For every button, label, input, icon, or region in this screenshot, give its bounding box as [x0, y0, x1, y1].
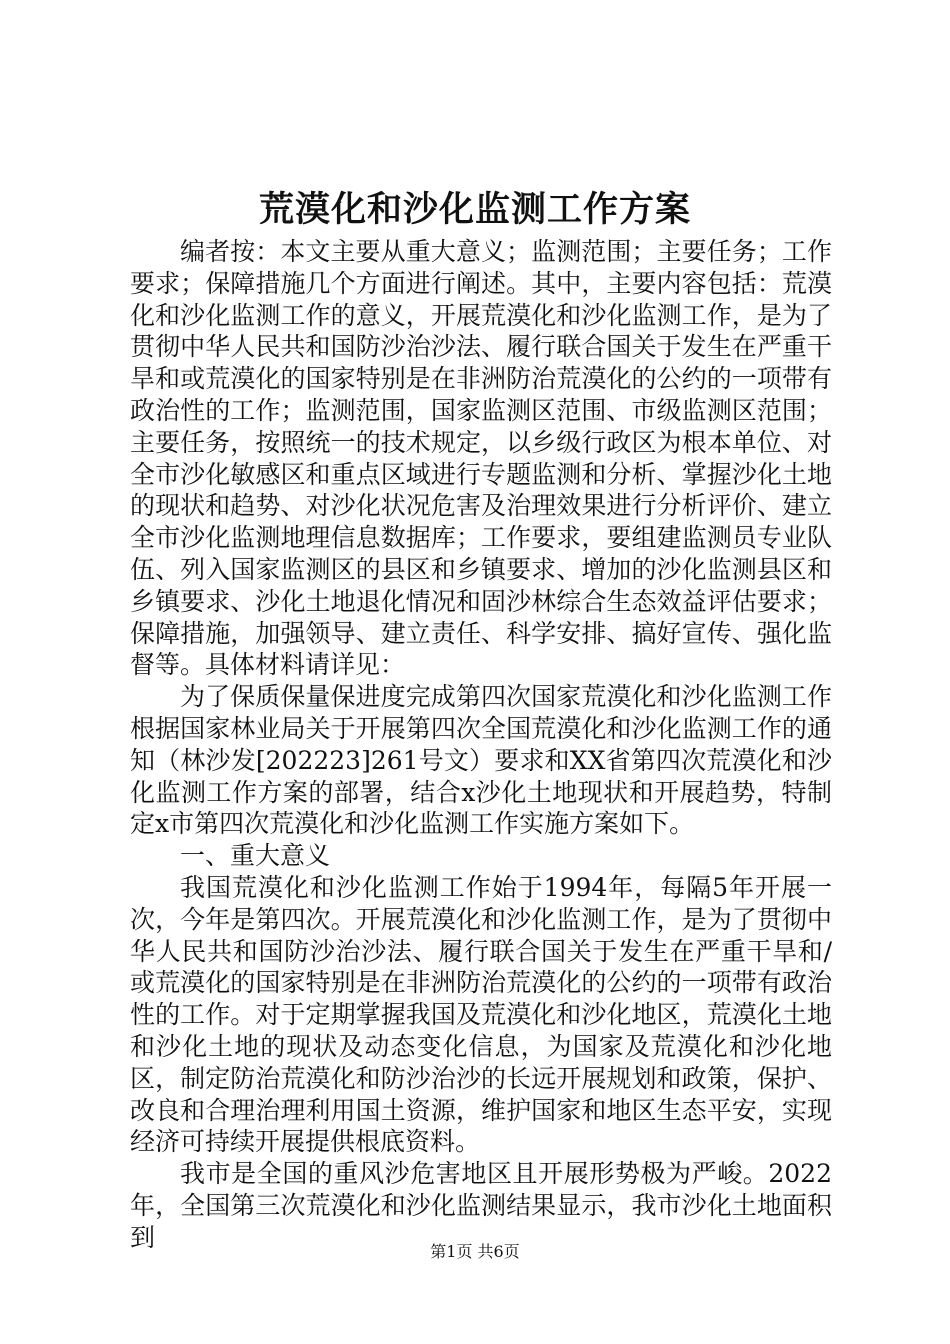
document-body: [130, 236, 832, 1254]
situation-paragraph: 我市是全国的重风沙危害地区且开展形势极为严峻。2022年，全国第三次荒漠化和沙化监测结果显示，我市沙化土地面积到: [130, 1159, 832, 1252]
editor-note-paragraph: 编者按：本文主要从重大意义；监测范围；主要任务；工作要求；保障措施几个方面进行阐述。其中，主要内容包括：荒漠化和沙化监测工作的意义，开展荒漠化和沙化监测工作，是为了贯彻中华人民共和国防沙治沙法、履行联合国关于发生在严重干旱和或荒漠化的国家特别是在非洲防治荒漠化的公约的一项带有政治性的工作；监测范围，国家监测区范围、市级监测区范围；主要任务，按照统一的技术规定，以乡级行政区为根本单位、对全市沙化敏感区和重点区域进行专题监测和分析、掌握沙化土地的现状和趋势、对沙化状况危害及治理效果进行分析评价、建立全市沙化监测地理信息数据库；工作要求，要组建监测员专业队伍、列入国家监测区的县区和乡镇要求、增加的沙化监测县区和乡镇要求、沙化土地退化情况和固沙林综合生态效益评估要求；保障措施，加强领导、建立责任、科学安排、搞好宣传、强化监督等。具体材料请详见：: [130, 237, 832, 680]
section-heading: 一、重大意义: [180, 841, 331, 871]
significance-paragraph: 我国荒漠化和沙化监测工作始于1994年，每隔5年开展一次，今年是第四次。开展荒漠化和沙化监测工作，是为了贯彻中华人民共和国防沙治沙法、履行联合国关于发生在严重干旱和/或荒漠化的国家特别是在非洲防治荒漠化的公约的一项带有政治性的工作。对于定期掌握我国及荒漠化和沙化地区，荒漠化土地和沙化土地的现状及动态变化信息，为国家及荒漠化和沙化地区，制定防治荒漠化和防沙治沙的长远开展规划和政策，保护、改良和合理治理利用国土资源，维护国家和地区生态平安，实现经济可持续开展提供根底资料。: [130, 872, 832, 1157]
page-number-footer: 第1页 共6页: [430, 1242, 520, 1261]
document-title: 荒漠化和沙化监测工作方案: [258, 189, 691, 230]
intro-paragraph: 为了保质保量保进度完成第四次国家荒漠化和沙化监测工作根据国家林业局关于开展第四次全国荒漠化和沙化监测工作的通知（林沙发[202223]261号文）要求和XX省第四次荒漠化和沙化监测工作方案的部署，结合x沙化土地现状和开展趋势，特制定x市第四次荒漠化和沙化监测工作实施方案如下。: [130, 682, 832, 839]
